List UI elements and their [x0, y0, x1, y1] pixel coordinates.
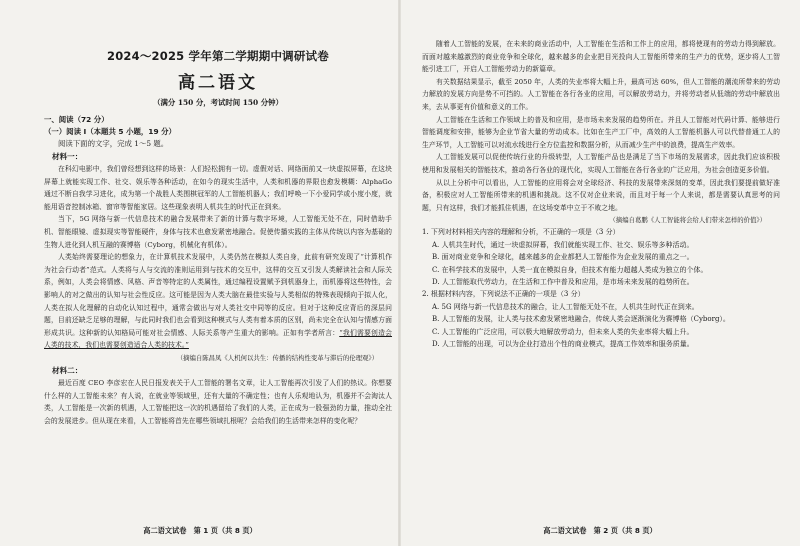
paragraph-text: 人类始终需要理论的想象力，在计算机技术发展中，人类仍然在模拟人类自身，此前有研究发现了“计算机作为社会行动者”范式。人类将与人与交流的准则运用到与技术的交互中，这样的交互又引发人类解读社会和人际关系，例如，人类会将情感、风格、声音等特定的人类属性，通过编程设置赋予到机器身上，而机器将这些特性，会影响人的对之做出的认知与社会性反应。这可能是因为人类大脑在最佳实验与人类相似的特殊表现倾向于拟人化，人类在拟人化理解的自动化认知过程中，通常会做出与对人类社交中同等的反应。但对于这种反应背后的深层问题，目前还缺乏足够的理解，与此同时我们也会看到这种模式与人类有着本质的区别，尚未完全在认知与情感方面形成共识。这种新的认知格局可能对社会情感、人际关系等产生重大的影响。 [44, 253, 392, 337]
question-1: 1. 下列对材料相关内容的理解和分析，不正确的一项是（3 分） [422, 228, 620, 237]
material-1-label: 材料一： [52, 152, 83, 161]
exam-meta: （满分 150 分，考试时间 150 分钟） [153, 98, 283, 107]
question-1-option-d: D. 人工智能取代劳动力，在生活和工作中普及和应用，是市场未来发展的趋势所在。 [432, 277, 694, 286]
paragraph: 有关数据结果显示，截至 2050 年，人类的失业率将大幅上升，最高可达 60%，但人工智能的潮流所带来的劳动力解放的发展方向是势不可挡的。人工智能在各行各业的应用，可以解放劳动力，并将劳动者从低端的劳动中解放出来，去从事更有价值和意义的工作。 [422, 77, 780, 111]
paragraph: 最近百度 CEO 李彦宏在人民日报发表关于人工智能的署名文章，让人工智能再次引发了人们的热议。你想要什么样的人工智能未来？有人说，在就业等领域里，还有大量的不确定性；也有人乐观地认为，机器并不会淘汰人类，人工智能是一次新的机遇，人工智能把这一次的机遇留给了我们的人类，正在成为一股强劲的力量，推动全社会的发展进步。但从现在来看，人工智能将首先在哪些领域扎根呢？会给我们的生活带来怎样的变化呢？ [44, 378, 392, 425]
question-1-option-b: B. 面对商业竞争和全球化，越来越多的企业都把人工智能作为企业发展的重点之一。 [432, 253, 694, 262]
paragraph: 人工智能在生活和工作领域上的普及和应用，是市场未来发展的趋势所在。并且人工智能对代码计算、能够进行智能调度和安排，能够为企业节省大量的劳动成本。比如在生产工厂中，高效的人工智能机器人可以代替普通工人的生产环节，人工智能可以对流水线进行全方位监控和数据分析，从而减少生产中的浪费，提高生产效率。 [422, 115, 780, 149]
question-2-option-b: B. 人工智能的发展，让人类与技术愈发紧密地融合，传统人类会逐渐演化为赛博格（Cyborg）。 [432, 315, 730, 324]
subsection-title: （一）阅读 I（本题共 5 小题，19 分） [44, 127, 176, 136]
question-1-option-a: A. 人机共生时代，通过一块虚拟屏幕，我们就能实现工作、社交、娱乐等多种活动。 [432, 240, 694, 249]
exam-title: 2024～2025 学年第二学期期中调研试卷 [107, 49, 329, 63]
instruction: 阅读下面的文字，完成 1～5 题。 [58, 139, 169, 148]
subject-title: 高二语文 [178, 73, 258, 93]
paragraph-text: 正如有学者所言： [283, 328, 340, 337]
paragraph: 随着人工智能的发展，在未来的商业活动中，人工智能在生活和工作上的应用，都将使现有的劳动力得到解放。而面对越来越激烈的商业竞争和全球化，越来越多的企业把目光投向人工智能所带来的生产力的优势，逐步将人工智能引进工厂，开启人工智能劳动力的新篇章。 [422, 40, 780, 74]
question-2: 2. 根据材料内容，下列说法不正确的一项是（3 分） [422, 290, 585, 299]
underlined-quote: “我们需要创造会人类的技术，我们也需要创造适合人类的技术。” [44, 328, 393, 350]
paragraph: 人工智能发展可以促使传统行业的升级转型，人工智能产品也是满足了当下市场的发展需求，因此我们应该积极使用和发展相关的智能技术，推动各行各业的现代化，实现人工智能在各行各业的广泛应用，为社会创造更多价值。 [422, 153, 780, 174]
page-footer: 高二语文试卷 第 2 页（共 8 页） [543, 526, 657, 535]
paragraph: 当下，5G 网络与新一代信息技术的融合发展带来了新的计算与数字环境，人工智能无处不在，同时借助手机、智能眼镜、虚拟现实等智能硬件，身体与技术也愈发紧密地融合。促使传播实践的主体从传统以内容为基础的生物人进化到人机互融的赛博格（Cyborg，机械化有机体）。 [44, 215, 392, 249]
source-citation: （摘编自陈昌凤《人机何以共生：传播的结构性变革与滞后的伦理观》） [176, 353, 378, 362]
paragraph [44, 251, 392, 352]
question-2-option-d: D. 人工智能的出现，可以为企业打造出个性的商业模式，提高工作效率和服务质量。 [432, 339, 694, 348]
material-2-label: 材料二： [52, 365, 83, 375]
section-title: 一、阅读（72 分） [44, 115, 109, 124]
page-footer: 高二语文试卷 第 1 页（共 8 页） [143, 526, 257, 535]
source-citation: （摘编自葛鹏《人工智能将会给人们带来怎样的价值》） [609, 216, 766, 225]
paragraph: 在科幻电影中，我们曾经想到这样的场景：人们轻松拥有一切。虚假对话、网络面前又一块虚拟屏幕，在这块屏幕上就能实现工作、社交、娱乐等各种活动，在如今的现实生活中，人类和机器的界限也愈发模糊：AlphaGo 通过不断自我学习进化，成为第一个战胜人类围棋冠军的人工智能机器人；我们呼唤一下小爱同学或小度小度，就能用语音控制冰箱、窗帘等智能家居。这些现象表明人机共生的时代正在到来。 [44, 165, 392, 211]
page-2 [400, 0, 800, 546]
question-1-option-c: C. 在科学技术的发展中，人类一直在模拟自身，但技术有能力超越人类成为独立的个体。 [432, 265, 708, 274]
paragraph: 从以上分析中可以看出，人工智能的应用将会对全球经济、科技的发展带来深刻的变革，因此我们要提前做好准备，积极应对人工智能所带来的机遇和挑战。这不仅对企业来说，而且对于每一个人来说，都是需要认真思考的问题，只有这样，我们才能抓住机遇，在这场变革中立于不败之地。 [422, 178, 780, 212]
question-2-option-c: C. 人工智能的广泛应用，可以极大地解放劳动力，但未来人类的失业率将大幅上升。 [432, 327, 694, 336]
question-2-option-a: A. 5G 网络与新一代信息技术的融合，让人工智能无处不在，人机共生时代正在到来。 [432, 302, 699, 311]
